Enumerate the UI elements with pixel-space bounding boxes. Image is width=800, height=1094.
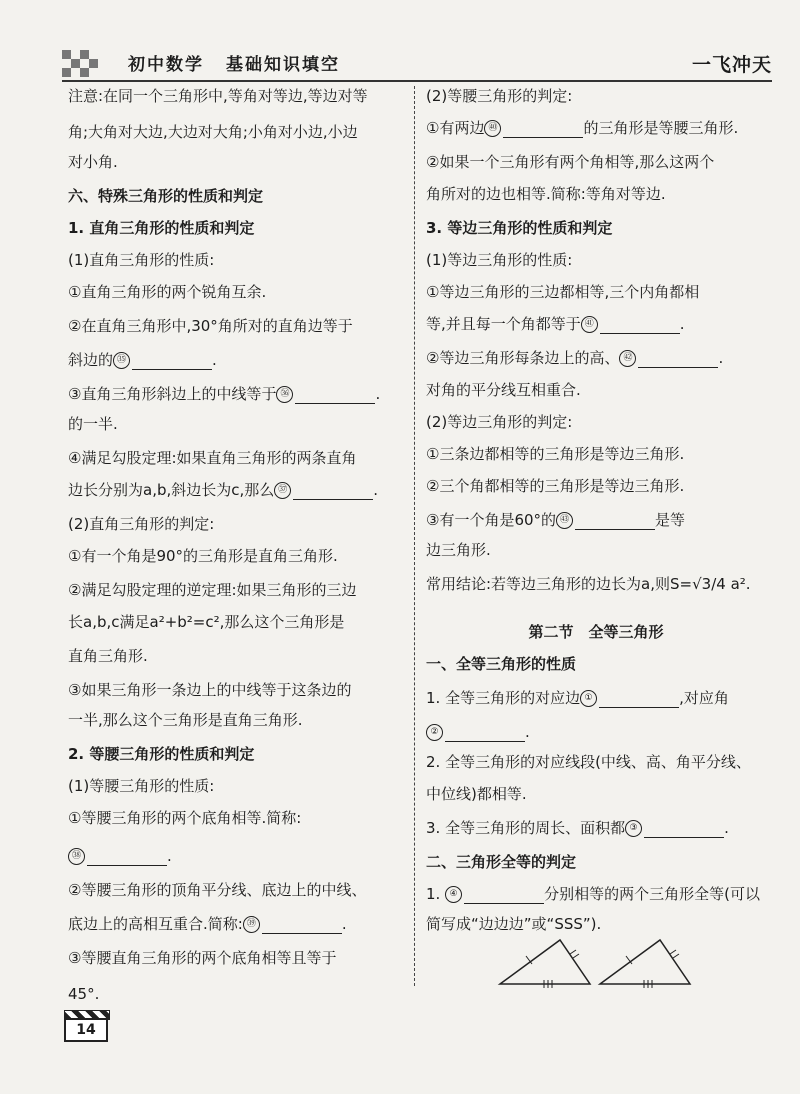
- blank-number-label: ㊸: [556, 512, 573, 529]
- right-text-line: (1)等边三角形的性质:: [426, 251, 573, 269]
- left-text-line: (1)等腰三角形的性质:: [68, 777, 215, 795]
- left-text-line: 的一半.: [68, 415, 118, 433]
- right-text-line: 中位线)都相等.: [426, 785, 527, 803]
- right-text-line: ①三条边都相等的三角形是等边三角形.: [426, 445, 685, 463]
- left-text-line: 角;大角对大边,大边对大角;小角对小边,小边: [68, 123, 358, 141]
- left-text-line: 边长分别为a,b,斜边长为c,那么 ㊲ .: [68, 481, 379, 499]
- fill-in-blank[interactable]: [599, 691, 679, 708]
- right-text-line: ③有一个角是60°的 ㊸ 是等: [426, 511, 686, 529]
- right-text-line: 简写成“边边边”或“SSS”).: [426, 915, 602, 933]
- right-text-line: (2)等腰三角形的判定:: [426, 87, 573, 105]
- left-text-line: ②在直角三角形中,30°角所对的直角边等于: [68, 317, 353, 335]
- left-text-line: (2)直角三角形的判定:: [68, 515, 215, 533]
- left-text-line: ㊳ .: [68, 846, 172, 866]
- right-text-line: 边三角形.: [426, 541, 491, 559]
- left-text-line: ②满足勾股定理的逆定理:如果三角形的三边: [68, 581, 357, 599]
- header-title: 初中数学 基础知识填空: [128, 55, 340, 75]
- left-text-line: 底边上的高相互重合.简称: ㊴ .: [68, 915, 347, 933]
- header-logo-icon: [62, 50, 120, 78]
- left-text-line: ①直角三角形的两个锐角互余.: [68, 283, 267, 301]
- blank-number-label: ㊲: [274, 482, 291, 499]
- right-text-line: 2. 全等三角形的对应线段(中线、高、角平分线、: [426, 753, 751, 771]
- fill-in-blank[interactable]: [464, 887, 544, 904]
- right-text-line: 一、全等三角形的性质: [426, 655, 577, 673]
- left-text-line: ①等腰三角形的两个底角相等.简称:: [68, 809, 302, 827]
- left-text-line: 对小角.: [68, 153, 118, 171]
- fill-in-blank[interactable]: [644, 821, 724, 838]
- blank-number-label: ㊶: [581, 316, 598, 333]
- right-text-line: 等,并且每一个角都等于 ㊶ .: [426, 315, 685, 333]
- right-text-line: 3. 等边三角形的性质和判定: [426, 219, 613, 237]
- right-text-line: 角所对的边也相等.简称:等角对等边.: [426, 185, 666, 203]
- column-divider: [414, 86, 415, 986]
- right-text-line: 对角的平分线互相重合.: [426, 381, 581, 399]
- fill-in-blank[interactable]: [87, 849, 167, 866]
- fill-in-blank[interactable]: [638, 351, 718, 368]
- left-text-line: ①有一个角是90°的三角形是直角三角形.: [68, 547, 338, 565]
- blank-number-label: ㊵: [484, 120, 501, 137]
- congruent-triangles-figure: [496, 936, 706, 1002]
- fill-in-blank[interactable]: [445, 725, 525, 742]
- left-text-line: 长a,b,c满足a²+b²=c²,那么这个三角形是: [68, 613, 345, 631]
- right-text-line: ②等边三角形每条边上的高、 ㊷ .: [426, 349, 724, 367]
- left-text-line: 2. 等腰三角形的性质和判定: [68, 745, 255, 763]
- right-text-line: 二、三角形全等的判定: [426, 853, 577, 871]
- right-text-line: (2)等边三角形的判定:: [426, 413, 573, 431]
- right-text-line: ②三个角都相等的三角形是等边三角形.: [426, 477, 685, 495]
- left-text-line: 注意:在同一个三角形中,等角对等边,等边对等: [68, 87, 368, 105]
- left-text-line: ③如果三角形一条边上的中线等于这条边的: [68, 681, 352, 699]
- left-text-line: 斜边的 ㉟ .: [68, 351, 217, 369]
- blank-number-label: ㊷: [619, 350, 636, 367]
- blank-number-label: ①: [580, 690, 597, 707]
- fill-in-blank[interactable]: [132, 353, 212, 370]
- blank-number-label: ④: [445, 886, 462, 903]
- left-text-line: ②等腰三角形的顶角平分线、底边上的中线、: [68, 881, 367, 899]
- blank-number-label: ㊳: [68, 848, 85, 865]
- left-text-line: 一半,那么这个三角形是直角三角形.: [68, 711, 303, 729]
- right-text-line: ①等边三角形的三边都相等,三个内角都相: [426, 283, 700, 301]
- blank-number-label: ③: [625, 820, 642, 837]
- blank-number-label: ②: [426, 724, 443, 741]
- header-brand: 一飞冲天: [691, 54, 772, 76]
- right-text-line: ①有两边 ㊵ 的三角形是等腰三角形.: [426, 119, 739, 137]
- left-text-line: ③等腰直角三角形的两个底角相等且等于: [68, 949, 337, 967]
- right-text-line: 1. ④ 分别相等的两个三角形全等(可以: [426, 885, 760, 903]
- right-text-line: ②如果一个三角形有两个角相等,那么这两个: [426, 153, 715, 171]
- right-text-line: 1. 全等三角形的对应边 ① ,对应角: [426, 689, 729, 707]
- fill-in-blank[interactable]: [262, 917, 342, 934]
- left-text-line: 直角三角形.: [68, 647, 148, 665]
- fill-in-blank[interactable]: [600, 317, 680, 334]
- blank-number-label: ㉟: [113, 352, 130, 369]
- left-text-line: ④满足勾股定理:如果直角三角形的两条直角: [68, 449, 357, 467]
- left-text-line: (1)直角三角形的性质:: [68, 251, 215, 269]
- fill-in-blank[interactable]: [575, 513, 655, 530]
- fill-in-blank[interactable]: [295, 387, 375, 404]
- right-text-line: ② .: [426, 722, 530, 742]
- blank-number-label: ㊴: [243, 916, 260, 933]
- fill-in-blank[interactable]: [503, 121, 583, 138]
- right-text-line: 第二节 全等三角形: [528, 623, 664, 641]
- left-text-line: 六、特殊三角形的性质和判定: [68, 187, 264, 205]
- left-text-line: 1. 直角三角形的性质和判定: [68, 219, 255, 237]
- blank-number-label: ㊱: [276, 386, 293, 403]
- left-text-line: 45°.: [68, 985, 100, 1003]
- left-text-line: ③直角三角形斜边上的中线等于 ㊱ .: [68, 385, 381, 403]
- page-number-badge: 14: [60, 1010, 108, 1040]
- right-text-line: 常用结论:若等边三角形的边长为a,则S=√3/4 a².: [426, 575, 751, 593]
- page-header: [62, 40, 772, 82]
- right-text-line: 3. 全等三角形的周长、面积都 ③ .: [426, 819, 729, 837]
- fill-in-blank[interactable]: [293, 483, 373, 500]
